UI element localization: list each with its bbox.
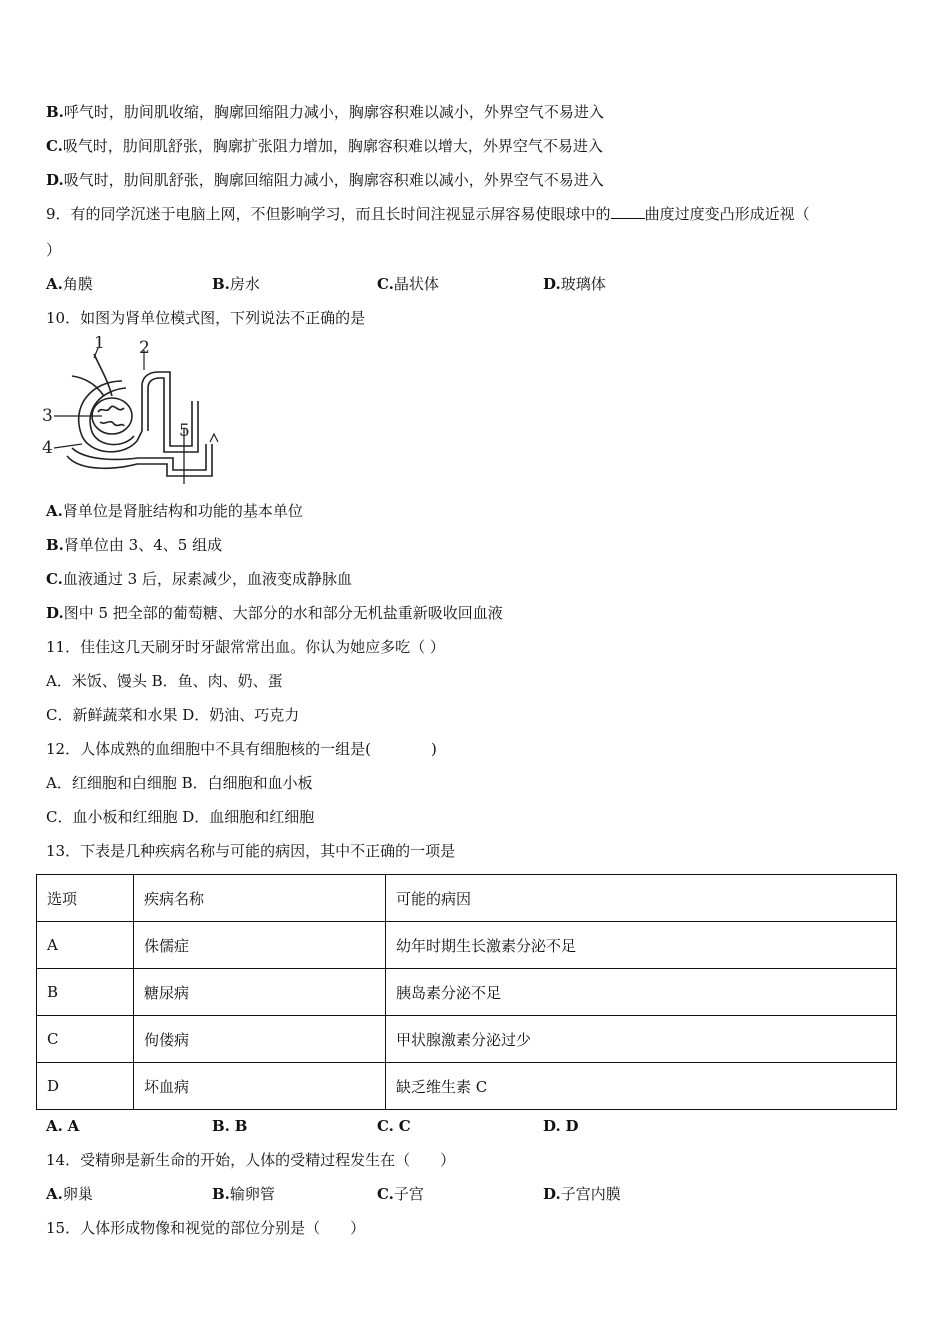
q8-option-d: D.吸气时，肋间肌舒张，胸廓回缩阻力减小，胸廓容积难以减小，外界空气不易进入 <box>46 171 604 189</box>
table-cell: 缺乏维生素 C <box>386 1063 897 1110</box>
q9-option-a: A.角膜 <box>46 275 93 293</box>
q10-stem: 10．如图为肾单位模式图，下列说法不正确的是 <box>46 309 366 327</box>
disease-table <box>36 874 897 1110</box>
q14-option-d: D.子宫内膜 <box>543 1185 621 1203</box>
q14-option-c: C.子宫 <box>377 1185 424 1203</box>
q14-option-b: B.输卵管 <box>212 1185 275 1203</box>
q14-stem: 14．受精卵是新生命的开始，人体的受精过程发生在（ ） <box>46 1151 456 1169</box>
table-cell: 坏血病 <box>134 1063 386 1110</box>
q11-options-row2: C．新鲜蔬菜和水果 D．奶油、巧克力 <box>46 706 300 724</box>
figure-label-3: 3 <box>42 406 53 426</box>
q13-option-a: A. A <box>46 1117 80 1135</box>
table-row <box>37 969 897 1016</box>
q14-option-a: A.卵巢 <box>46 1185 93 1203</box>
q9-stem-close: ） <box>46 241 62 259</box>
table-header-row <box>37 875 897 922</box>
table-cell: 佝偻病 <box>134 1016 386 1063</box>
q12-options-row1: A．红细胞和白细胞 B．白细胞和血小板 <box>46 774 313 792</box>
table-cell: 侏儒症 <box>134 922 386 969</box>
table-cell: D <box>37 1063 134 1110</box>
q15-stem: 15．人体形成物像和视觉的部位分别是（ ） <box>46 1219 366 1237</box>
q9-answer-blank <box>611 204 645 219</box>
table-cell: B <box>37 969 134 1016</box>
table-header-cell: 疾病名称 <box>134 875 386 922</box>
nephron-diagram <box>42 336 222 486</box>
table-cell: 胰岛素分泌不足 <box>386 969 897 1016</box>
q13-option-c: C. C <box>377 1117 411 1135</box>
table-row <box>37 1016 897 1063</box>
figure-label-5: 5 <box>179 421 190 441</box>
q12-stem: 12．人体成熟的血细胞中不具有细胞核的一组是( ) <box>46 740 437 758</box>
table-cell: A <box>37 922 134 969</box>
q13-option-b: B. B <box>212 1117 248 1135</box>
q10-option-d: D.图中 5 把全部的葡萄糖、大部分的水和部分无机盐重新吸收回血液 <box>46 604 503 622</box>
table-row <box>37 1063 897 1110</box>
table-cell: 甲状腺激素分泌过少 <box>386 1016 897 1063</box>
table-row <box>37 922 897 969</box>
table-cell: 幼年时期生长激素分泌不足 <box>386 922 897 969</box>
efferent-arteriole <box>94 354 112 396</box>
q9-option-b: B.房水 <box>212 275 260 293</box>
q10-option-c: C.血液通过 3 后，尿素减少，血液变成静脉血 <box>46 570 352 588</box>
table-cell: 糖尿病 <box>134 969 386 1016</box>
q9-option-c: C.晶状体 <box>377 275 439 293</box>
q8-option-c: C.吸气时，肋间肌舒张，胸廓扩张阻力增加，胸廓容积难以增大，外界空气不易进入 <box>46 137 603 155</box>
q10-option-b: B.肾单位由 3、4、5 组成 <box>46 536 223 554</box>
table-cell: C <box>37 1016 134 1063</box>
table-header-cell: 选项 <box>37 875 134 922</box>
q13-option-d: D. D <box>543 1117 579 1135</box>
q8-option-b: B.呼气时，肋间肌收缩，胸廓回缩阻力减小，胸廓容积难以减小，外界空气不易进入 <box>46 103 604 121</box>
figure-label-1: 1 <box>94 336 105 353</box>
q13-stem: 13．下表是几种疾病名称与可能的病因，其中不正确的一项是 <box>46 842 456 860</box>
figure-label-4: 4 <box>42 438 53 458</box>
q11-options-row1: A．米饭、馒头 B．鱼、肉、奶、蛋 <box>46 672 283 690</box>
table-header-cell: 可能的病因 <box>386 875 897 922</box>
peritubular-capillary <box>67 444 212 476</box>
q9-stem: 9．有的同学沉迷于电脑上网，不但影响学习，而且长时间注视显示屏容易使眼球中的 曲度过度变凸形成近视（ <box>46 205 810 223</box>
figure-label-2: 2 <box>139 338 150 358</box>
q9-option-d: D.玻璃体 <box>543 275 606 293</box>
q11-stem: 11．佳佳这几天刷牙时牙龈常常出血。你认为她应多吃（ ） <box>46 638 445 656</box>
q12-options-row2: C．血小板和红细胞 D．血细胞和红细胞 <box>46 808 315 826</box>
q10-option-a: A.肾单位是肾脏结构和功能的基本单位 <box>46 502 303 520</box>
